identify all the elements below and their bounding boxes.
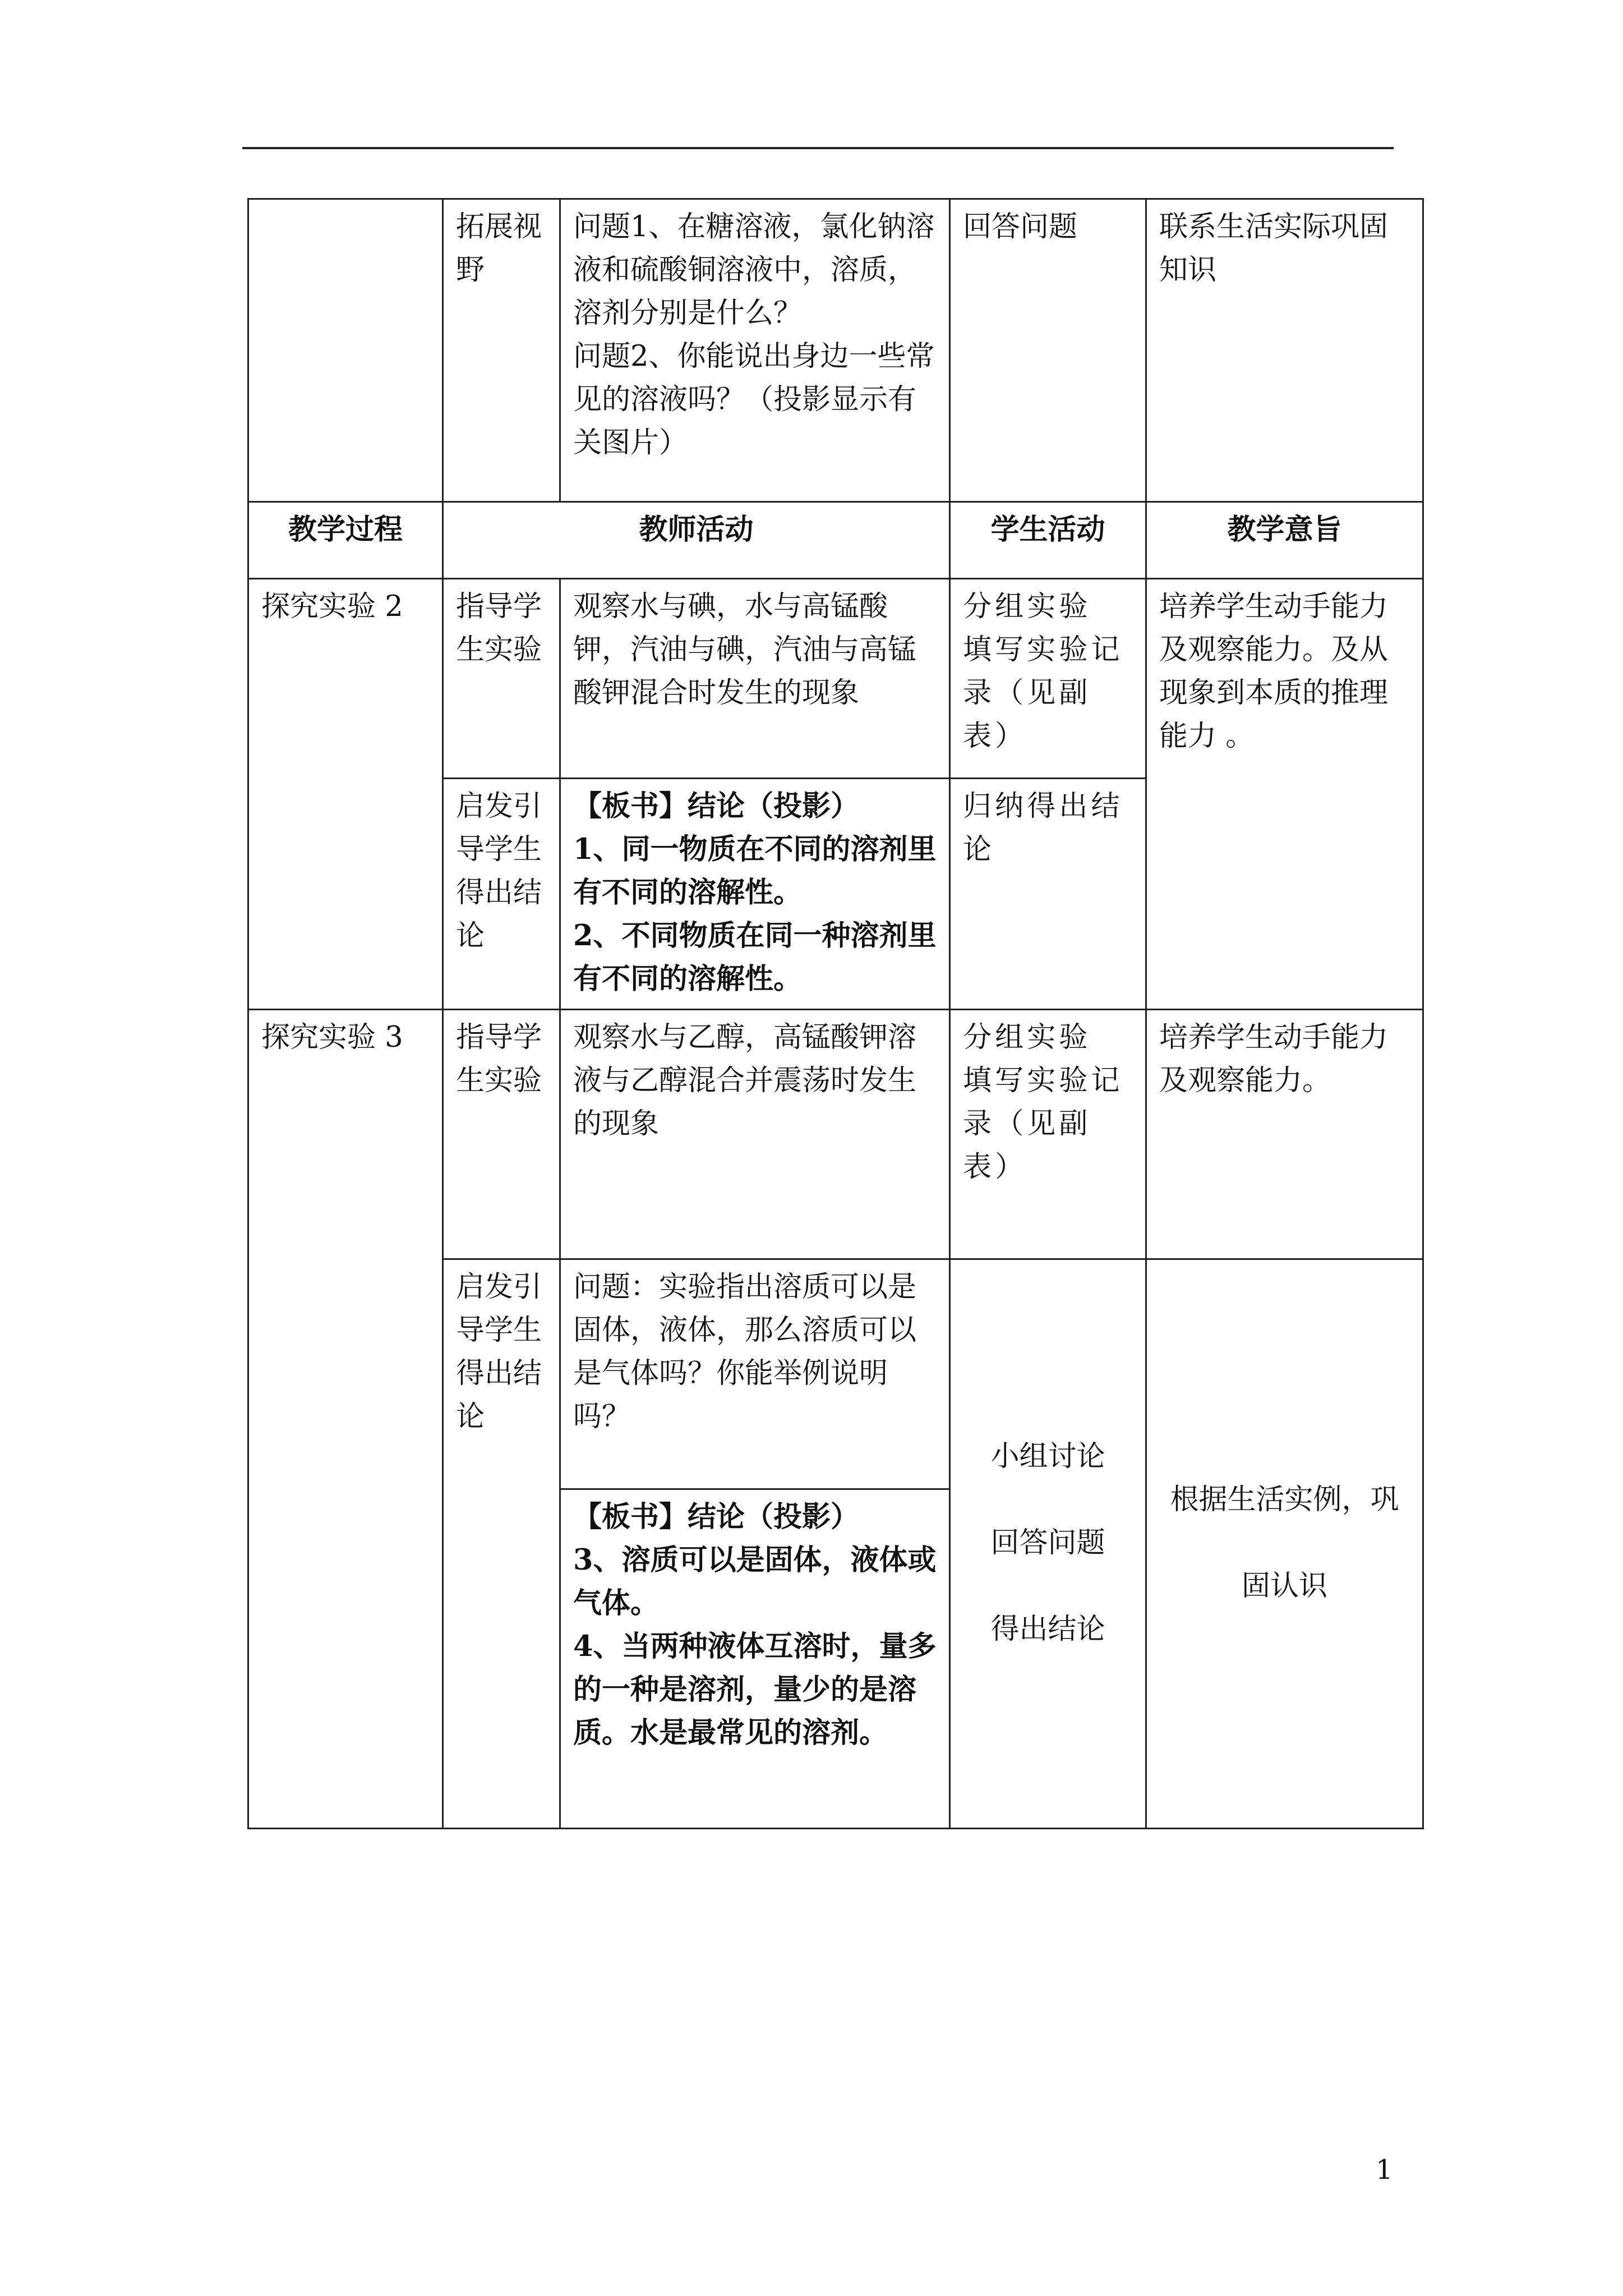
exp2-student-conclusion: 归纳得出结论: [950, 779, 1146, 1010]
header-student-activity: 学生活动: [950, 502, 1146, 579]
purpose-extension: 联系生活实际巩固知识: [1146, 199, 1423, 502]
table-header-row: [248, 502, 1423, 579]
exp2-inspire-label: 启发引导学生得出结论: [443, 779, 560, 1010]
header-teacher-activity: 教师活动: [443, 502, 950, 579]
lesson-plan-table: [247, 198, 1424, 1829]
table-row-exp3-guide: [248, 1010, 1423, 1259]
header-process: 教学过程: [248, 502, 443, 579]
exp2-purpose: 培养学生动手能力及观察能力。及从现象到本质的推理能力 。: [1146, 579, 1423, 1010]
exp2-guide-label: 指导学生实验: [443, 579, 560, 779]
exp3-guide-label: 指导学生实验: [443, 1010, 560, 1259]
section-label-extension: 拓展视野: [443, 199, 560, 502]
exp2-guide-text: 观察水与碘，水与高锰酸钾，汽油与碘，汽油与高锰酸钾混合时发生的现象: [560, 579, 950, 779]
header-purpose: 教学意旨: [1146, 502, 1423, 579]
student-activity-answer: 回答问题: [950, 199, 1146, 502]
exp2-board-conclusion: 【板书】结论（投影） 1、同一物质在不同的溶剂里有不同的溶解性。 2、不同物质在同一种溶剂里有不同的溶解性。: [560, 779, 950, 1010]
exp3-inspire-label: 启发引导学生得出结论: [443, 1259, 560, 1829]
exp3-question: 问题：实验指出溶质可以是固体，液体，那么溶质可以是气体吗？你能举例说明吗？: [560, 1259, 950, 1489]
page-number: 1: [1376, 2154, 1393, 2185]
table-row-extension: [248, 199, 1423, 502]
cell-empty: [248, 199, 443, 502]
exp3-purpose-consolidate: 根据生活实例，巩 固认识: [1146, 1259, 1423, 1829]
table-row-exp2-guide: [248, 579, 1423, 779]
process-experiment-3: 探究实验 3: [248, 1010, 443, 1829]
exp3-student-activity: 分组实验 填写实验记录（见副表）: [950, 1010, 1146, 1259]
teacher-activity-questions: 问题1、在糖溶液，氯化钠溶液和硫酸铜溶液中，溶质，溶剂分别是什么？ 问题2、你能说出身边一些常见的溶液吗？（投影显示有关图片）: [560, 199, 950, 502]
exp3-guide-text: 观察水与乙醇，高锰酸钾溶液与乙醇混合并震荡时发生的现象: [560, 1010, 950, 1259]
exp2-student-activity: 分组实验 填写实验记录（见副表）: [950, 579, 1146, 779]
exp3-student-discussion: 小组讨论 回答问题 得出结论: [950, 1259, 1146, 1829]
process-experiment-2: 探究实验 2: [248, 579, 443, 1010]
header-rule: [242, 147, 1394, 149]
exp3-board-conclusion: 【板书】结论（投影） 3、溶质可以是固体，液体或气体。 4、当两种液体互溶时，量多的一种是溶剂，量少的是溶质。水是最常见的溶剂。: [560, 1489, 950, 1829]
exp3-purpose: 培养学生动手能力及观察能力。: [1146, 1010, 1423, 1259]
